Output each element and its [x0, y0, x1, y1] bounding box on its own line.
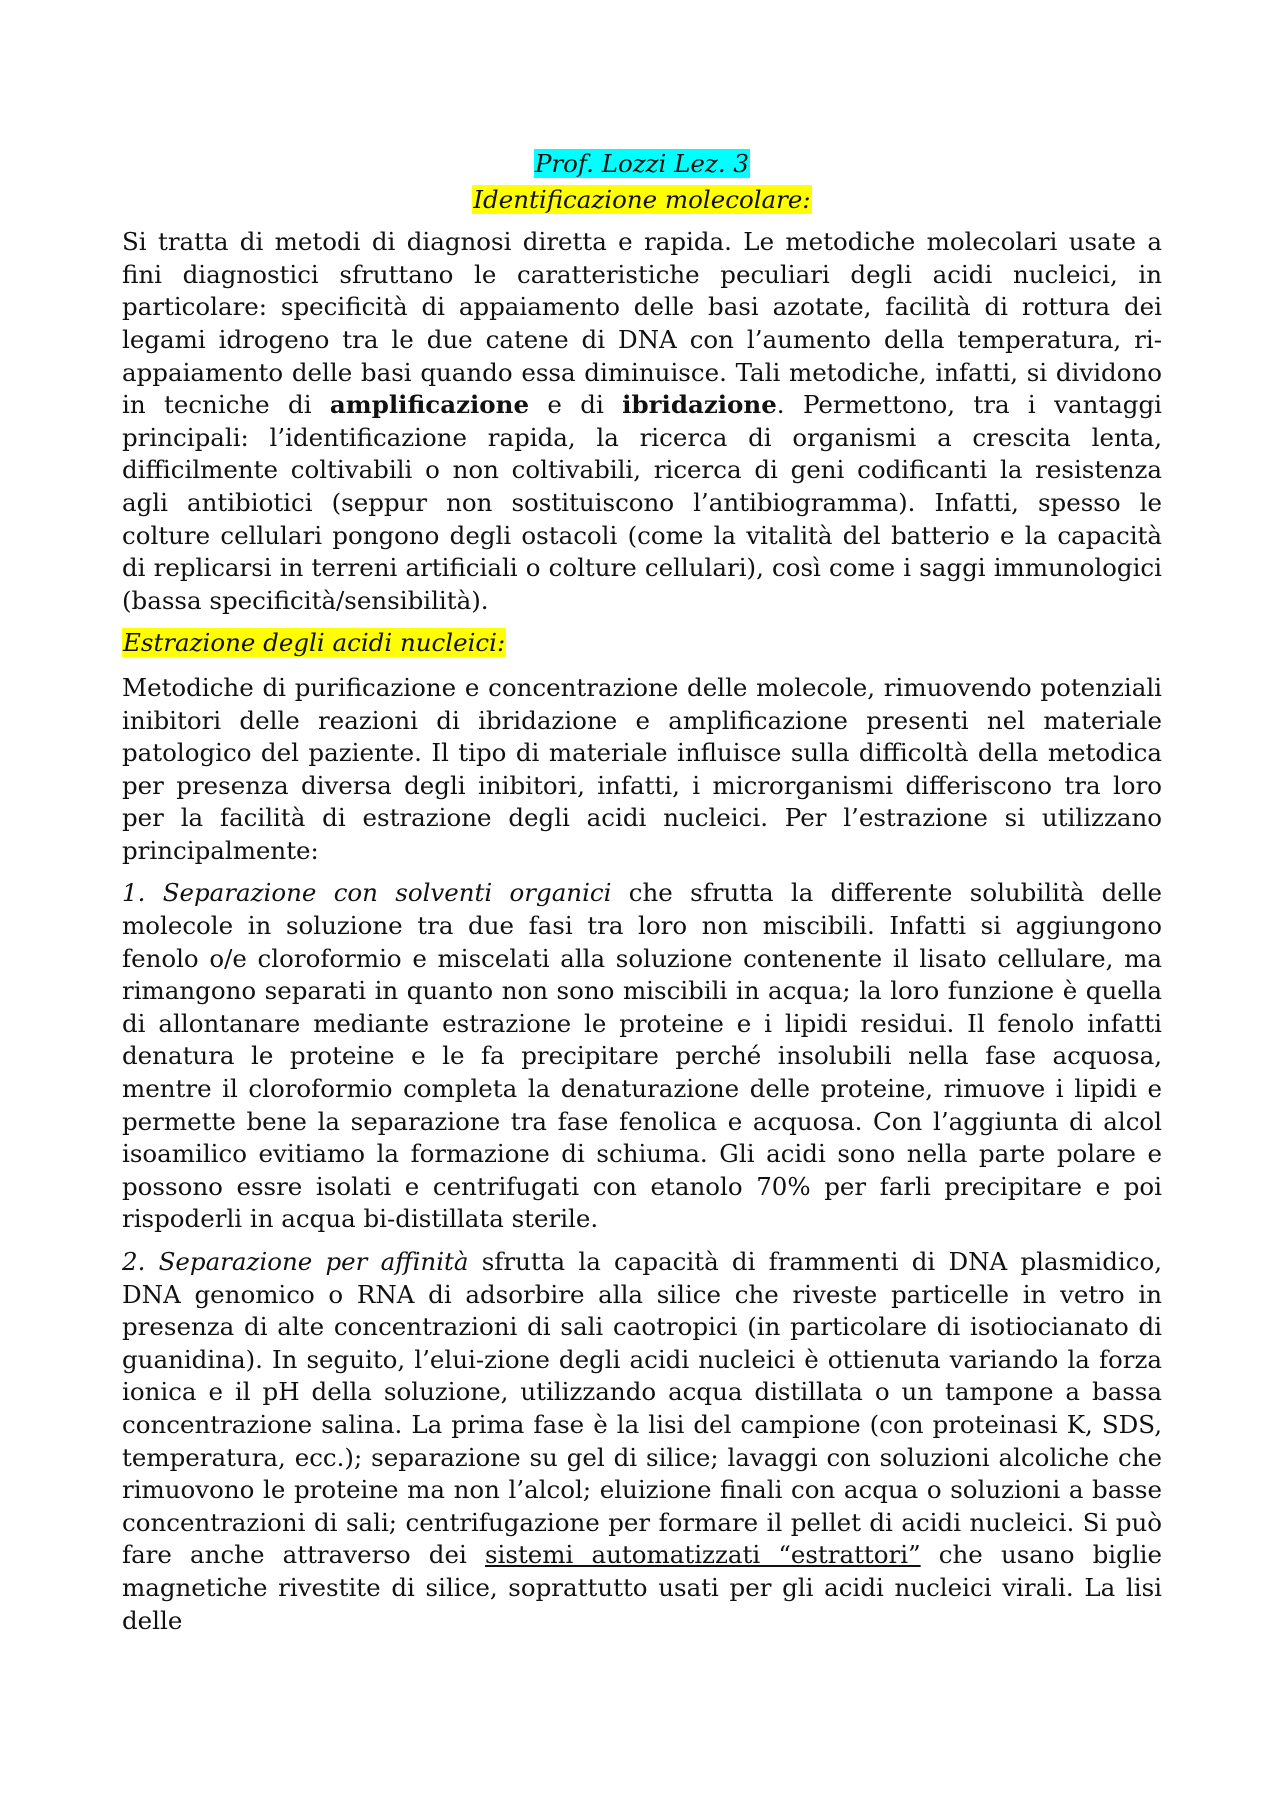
method-1-text: che sfrutta la differente solubilità delle molecole in soluzione tra due fasi tra loro non miscibili. Infatti si aggiungono fenolo o/e cloroformio e miscelati alla soluzione contenente il lisato cellulare, ma rimangono separati in quanto non sono miscibili in acqua; la loro funzione è quella di allontanare mediante estrazione le proteine e i lipidi residui. Il fenolo infatti denatura le proteine e le fa precipitare perché insolubili nella fase acquosa, mentre il cloroformio completa la denaturazione delle proteine, rimuove i lipidi e permette bene la separazione tra fase fenolica e acquosa. Con l’aggiunta di alcol isoamilico evitiamo la formazione di schiuma. Gli acidi sono nella parte polare e possono essre isolati e centrifugati con etanolo 70% per farli precipitare e poi rispoderli in acqua bi-distillata sterile.: [122, 878, 1162, 1234]
method-2-text-1: sfrutta la capacità di frammenti di DNA plasmidico, DNA genomico o RNA di adsorbire alla silice che riveste particelle in vetro in presenza di alte concentrazioni di sali caotropici (in particolare di isotiocianato di guanidina). In seguito, l’elui-zione degli acidi nucleici è ottienuta variando la forza ionica e il pH della soluzione, utilizzando acqua distillata o un tampone a bassa concentrazione salina. La prima fase è la lisi del campione (con proteinasi K, SDS, temperatura, ecc.); separazione su gel di silice; lavaggi con soluzioni alcoliche che rimuovono le proteine ma non l’alcol; eluizione finali con acqua o soluzioni a basse concentrazioni di sali; centrifugazione per formare il pellet di acidi nucleici. Si può fare anche attraverso dei: [122, 1247, 1163, 1570]
method-2-label: 2. Separazione per affinità: [122, 1247, 469, 1276]
intro-bold-ibridazione: ibridazione: [622, 390, 777, 420]
method-1-label: 1. Separazione con solventi organici: [122, 878, 612, 908]
intro-paragraph: [122, 226, 1162, 617]
topic-title: [122, 184, 1162, 217]
lecture-title: [122, 148, 1162, 181]
intro-text-1: Si tratta di metodi di diagnosi diretta e rapida. Le metodiche molecolari usate a fini diagnostici sfruttano le caratteristiche peculiari degli acidi nucleici, in particolare: specificità di appaiamento delle basi azotate, facilità di rottura dei legami idrogeno tra le due catene di DNA con l’aumento della temperatura, ri-appaiamento delle basi quando essa diminuisce. Tali metodiche, infatti, si dividono in tecniche di: [122, 227, 1162, 420]
intro-bold-amplificazione: amplificazione: [329, 390, 530, 420]
intro-text-3: . Permettono, tra i vantaggi principali: l’identificazione rapida, la ricerca di organismi a crescita lenta, difficilmente coltivabili o non coltivabili, ricerca di geni codificanti la resistenza agli antibiotici (seppur non sostituiscono l’antibiogramma). Infatti, spesso le colture cellulari pongono degli ostacoli (come la vitalità del batterio e la capacità di replicarsi in terreni artificiali o colture cellulari), così come i saggi immunologici (bassa specificità/sensibilità).: [122, 390, 1163, 615]
extraction-heading: [122, 627, 1162, 660]
lecture-title-text: Prof. Lozzi Lez. 3: [534, 149, 750, 178]
extraction-intro-paragraph: Metodiche di purificazione e concentrazione delle molecole, rimuovendo potenziali inibitori delle reazioni di ibridazione e amplificazione presenti nel materiale patologico del paziente. Il tipo di materiale influisce sulla difficoltà della metodica per presenza diversa degli inibitori, infatti, i microrganismi differiscono tra loro per la facilità di estrazione degli acidi nucleici. Per l’estrazione si utilizzano principalmente:: [122, 672, 1162, 865]
extraction-heading-text: Estrazione degli acidi nucleici:: [123, 628, 506, 658]
topic-title-text: Identificazione molecolare:: [473, 184, 811, 214]
method-2-text-2: che usano biglie magnetiche rivestite di silice, soprattutto usati per gli acidi nucleici virali. La lisi delle: [122, 1540, 1162, 1635]
document-page: [122, 148, 1162, 1637]
method-1-paragraph: [122, 877, 1162, 1236]
method-2-underlined-term: sistemi automatizzati “estrattori”: [484, 1540, 921, 1570]
intro-text-2: e di: [529, 390, 623, 420]
method-2-paragraph: [122, 1246, 1162, 1637]
